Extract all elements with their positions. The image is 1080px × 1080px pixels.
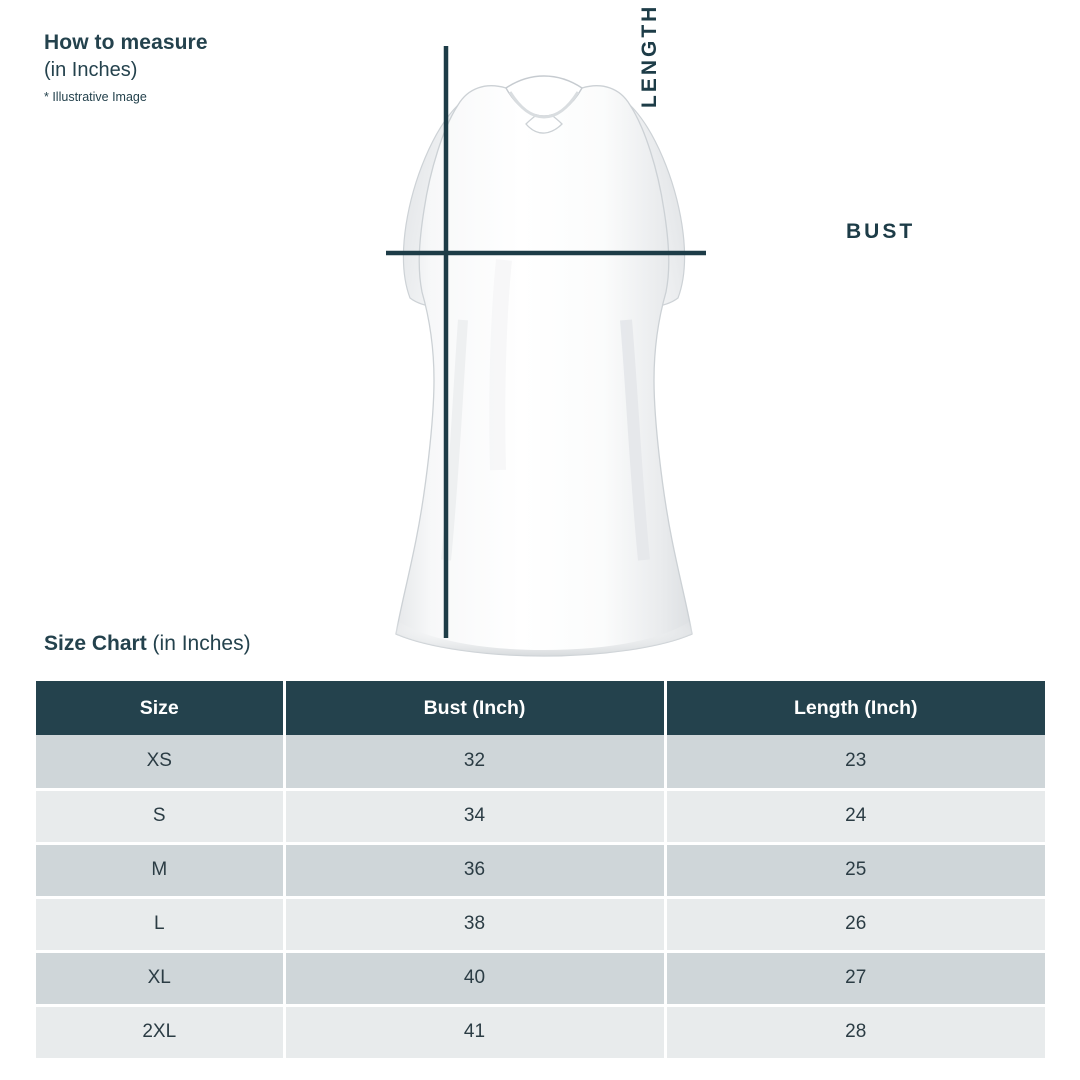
cell-length: 24: [665, 789, 1045, 843]
table-row: [36, 951, 1045, 1005]
cell-size: 2XL: [36, 1005, 284, 1059]
cell-length: 26: [665, 897, 1045, 951]
cell-bust: 36: [284, 843, 665, 897]
cell-bust: 34: [284, 789, 665, 843]
cell-size: L: [36, 897, 284, 951]
size-chart-body: [36, 735, 1045, 1059]
table-row: [36, 789, 1045, 843]
cell-bust: 38: [284, 897, 665, 951]
illustrative-image-note: * Illustrative Image: [44, 90, 147, 105]
cell-length: 23: [665, 735, 1045, 789]
table-row: [36, 897, 1045, 951]
cell-bust: 40: [284, 951, 665, 1005]
length-label: LENGTH: [638, 3, 661, 108]
size-chart-heading: [44, 632, 251, 656]
size-chart-header: [36, 681, 1045, 735]
cell-size: XL: [36, 951, 284, 1005]
cell-bust: 41: [284, 1005, 665, 1059]
column-header-length: Length (Inch): [665, 681, 1045, 735]
tshirt-icon: [258, 20, 828, 670]
table-row: [36, 1005, 1045, 1059]
cell-length: 28: [665, 1005, 1045, 1059]
cell-size: XS: [36, 735, 284, 789]
how-to-measure-title: How to measure: [44, 31, 208, 54]
size-chart-table: [36, 681, 1045, 1061]
cell-length: 25: [665, 843, 1045, 897]
cell-size: S: [36, 789, 284, 843]
size-chart-heading-units: (in Inches): [146, 632, 251, 655]
table-row: [36, 735, 1045, 789]
size-chart-heading-bold: Size Chart: [44, 632, 147, 655]
table-row: [36, 843, 1045, 897]
tshirt-illustration: [258, 3, 916, 670]
bust-label: BUST: [846, 220, 916, 243]
column-header-size: Size: [36, 681, 284, 735]
table-header-row: [36, 681, 1045, 735]
cell-size: M: [36, 843, 284, 897]
cell-length: 27: [665, 951, 1045, 1005]
how-to-measure-subtitle: (in Inches): [44, 59, 138, 82]
cell-bust: 32: [284, 735, 665, 789]
column-header-bust: Bust (Inch): [284, 681, 665, 735]
